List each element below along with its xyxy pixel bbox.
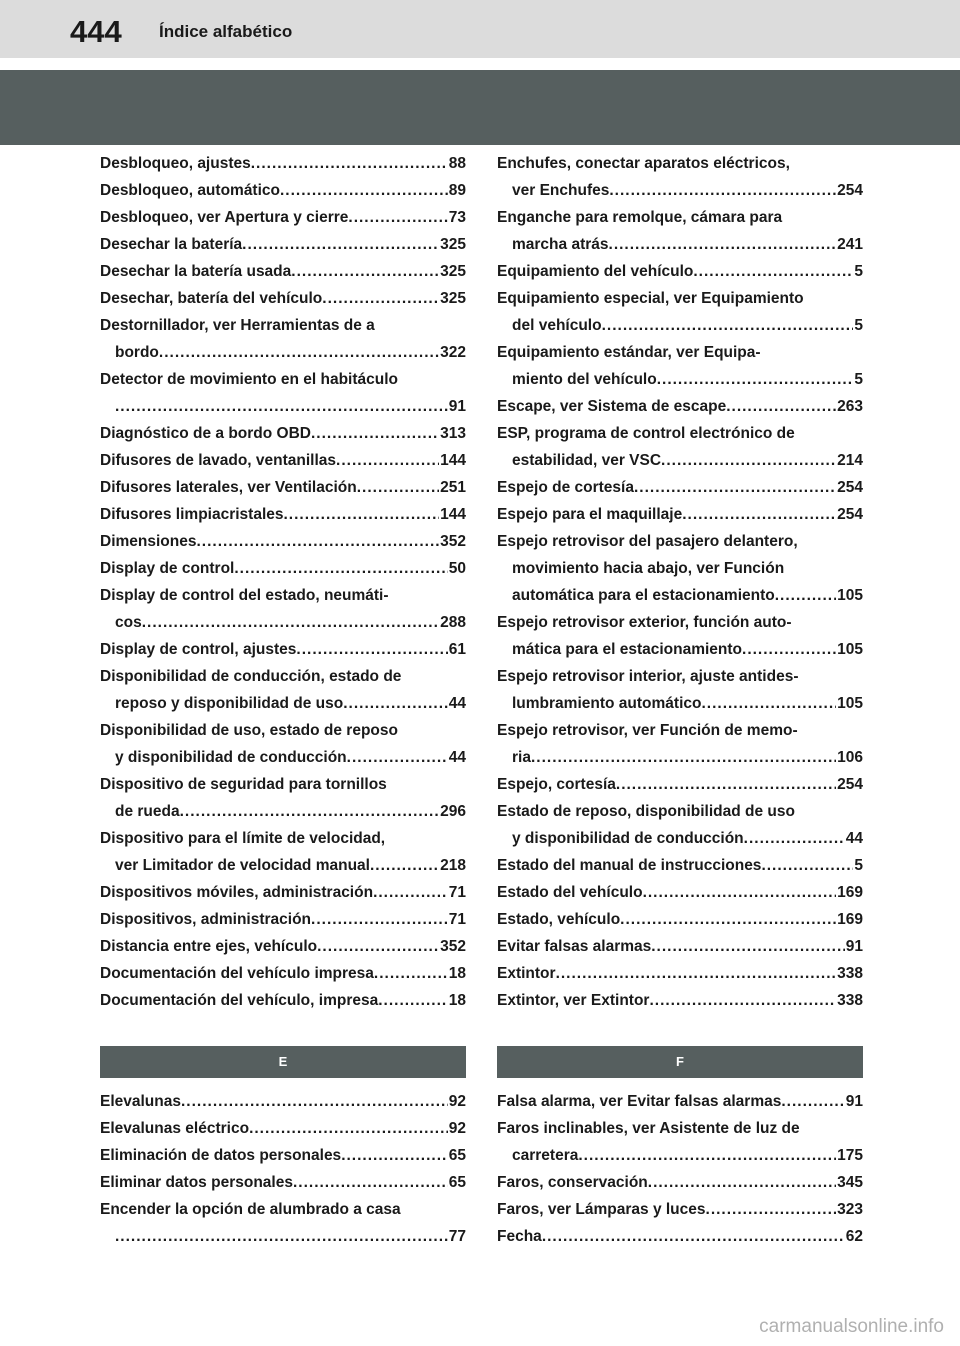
entry-text: Display de control, ajustes: [100, 641, 297, 658]
entry-page-number: 91: [448, 398, 466, 415]
section-title: Índice alfabético: [159, 22, 293, 41]
index-entry: [497, 501, 863, 528]
entry-text: Extintor: [497, 965, 556, 982]
leader-dots: [609, 231, 837, 258]
entry-text: marcha atrás: [512, 236, 609, 253]
index-column-right: [497, 150, 863, 1250]
index-entry: [497, 528, 863, 609]
leader-dots: [578, 1142, 836, 1169]
entry-text: Dispositivo de seguridad para tornillos: [100, 776, 387, 793]
index-entry: [497, 1196, 863, 1223]
leader-dots: [348, 204, 447, 231]
index-entry: [100, 636, 466, 663]
entry-page-number: 325: [440, 236, 466, 253]
leader-dots: [602, 312, 854, 339]
index-entry: [100, 987, 466, 1014]
entry-text: lumbramiento automático: [512, 695, 702, 712]
leader-dots: [242, 231, 439, 258]
entry-page-number: 5: [854, 317, 863, 334]
index-column-left: [100, 150, 466, 1250]
entry-text: ver Enchufes: [512, 182, 610, 199]
entry-text: Distancia entre ejes, vehículo: [100, 938, 318, 955]
index-entry: [497, 960, 863, 987]
entry-page-number: 71: [448, 911, 466, 928]
entry-page-number: 338: [837, 965, 863, 982]
entry-text: Display de control: [100, 560, 235, 577]
entry-list-e: [100, 1088, 466, 1250]
index-entry: [100, 285, 466, 312]
entry-text: Detector de movimiento en el habitáculo: [100, 371, 399, 388]
index-entry: [100, 1196, 466, 1250]
entry-page-number: 296: [440, 803, 466, 820]
index-entry: [497, 150, 863, 204]
leader-dots: [620, 906, 836, 933]
index-entry: [497, 798, 863, 852]
index-entry: [100, 717, 466, 771]
index-entry: [100, 258, 466, 285]
index-entry: [100, 528, 466, 555]
entry-page-number: 105: [837, 695, 863, 712]
index-entry: [100, 1088, 466, 1115]
entry-text: Elevalunas eléctrico: [100, 1120, 250, 1137]
leader-dots: [280, 177, 448, 204]
leader-dots: [322, 285, 439, 312]
entry-page-number: 254: [837, 182, 863, 199]
entry-page-number: 5: [854, 857, 863, 874]
entry-page-number: 254: [837, 506, 863, 523]
entry-page-number: 5: [854, 263, 863, 280]
entry-page-number: 5: [854, 371, 863, 388]
entry-list-e-cont: [497, 150, 863, 1014]
entry-text: carretera: [512, 1147, 579, 1164]
leader-dots: [701, 690, 836, 717]
index-entry: [100, 420, 466, 447]
leader-dots: [115, 393, 448, 420]
entry-page-number: 144: [440, 452, 466, 469]
entry-text: ria: [512, 749, 531, 766]
leader-dots: [744, 825, 845, 852]
leader-dots: [291, 258, 439, 285]
entry-page-number: 322: [440, 344, 466, 361]
index-entry: [100, 204, 466, 231]
entry-text: Equipamiento del vehículo: [497, 263, 694, 280]
entry-text: Documentación del vehículo, impresa: [100, 992, 379, 1009]
index-entry: [100, 555, 466, 582]
leader-dots: [726, 393, 836, 420]
index-entry: [100, 582, 466, 636]
entry-text: automática para el estacionamiento: [512, 587, 775, 604]
entry-text: Faros, ver Lámparas y luces: [497, 1201, 706, 1218]
leader-dots: [311, 906, 448, 933]
entry-text: ESP, programa de control electrónico de: [497, 425, 795, 442]
leader-dots: [373, 879, 448, 906]
page-header: [0, 0, 960, 58]
leader-dots: [343, 690, 448, 717]
leader-dots: [634, 474, 836, 501]
entry-page-number: 88: [448, 155, 466, 172]
index-entry: [100, 1142, 466, 1169]
entry-list-d: [100, 150, 466, 1014]
entry-page-number: 254: [837, 479, 863, 496]
entry-page-number: 218: [440, 857, 466, 874]
entry-text: Espejo, cortesía: [497, 776, 616, 793]
index-entry: [497, 420, 863, 474]
entry-text: Espejo retrovisor exterior, función auto-: [497, 614, 792, 631]
entry-text: Espejo de cortesía: [497, 479, 634, 496]
leader-dots: [293, 1169, 448, 1196]
entry-text: Estado del vehículo: [497, 884, 643, 901]
entry-text: reposo y disponibilidad de uso: [115, 695, 344, 712]
entry-text: Disponibilidad de uso, estado de reposo: [100, 722, 398, 739]
entry-text: Faros inclinables, ver Asistente de luz de: [497, 1120, 800, 1137]
entry-page-number: 169: [837, 884, 863, 901]
entry-text: ver Limitador de velocidad manual: [115, 857, 370, 874]
entry-text: y disponibilidad de conducción: [115, 749, 347, 766]
entry-page-number: 251: [440, 479, 466, 496]
entry-page-number: 345: [837, 1174, 863, 1191]
entry-page-number: 44: [448, 749, 466, 766]
entry-list-f: [497, 1088, 863, 1250]
entry-text: cos: [115, 614, 142, 631]
index-entry: [497, 852, 863, 879]
leader-dots: [251, 150, 448, 177]
entry-text: Destornillador, ver Herramientas de a: [100, 317, 375, 334]
entry-text: Dispositivos, administración: [100, 911, 312, 928]
entry-page-number: 65: [448, 1147, 466, 1164]
leader-dots: [336, 447, 439, 474]
index-entry: [497, 339, 863, 393]
leader-dots: [661, 447, 836, 474]
index-entry: [497, 1223, 863, 1250]
leader-dots: [317, 933, 439, 960]
entry-page-number: 44: [845, 830, 863, 847]
entry-page-number: 254: [837, 776, 863, 793]
entry-text: Dispositivos móviles, administración: [100, 884, 374, 901]
index-entry: [100, 1169, 466, 1196]
index-entry: [100, 501, 466, 528]
entry-page-number: 73: [448, 209, 466, 226]
entry-page-number: 325: [440, 263, 466, 280]
leader-dots: [542, 1223, 845, 1250]
entry-text: Dispositivo para el límite de velocidad,: [100, 830, 386, 847]
entry-text: bordo: [115, 344, 159, 361]
entry-page-number: 169: [837, 911, 863, 928]
entry-page-number: 323: [837, 1201, 863, 1218]
leader-dots: [180, 798, 440, 825]
entry-text: Estado del manual de instrucciones: [497, 857, 762, 874]
index-entry: [100, 933, 466, 960]
entry-page-number: 241: [837, 236, 863, 253]
leader-dots: [284, 501, 440, 528]
entry-text: Faros, conservación: [497, 1174, 648, 1191]
index-entry: [497, 1169, 863, 1196]
watermark: carmanualsonline.info: [759, 1316, 944, 1337]
leader-dots: [296, 636, 447, 663]
page-number: 444: [70, 14, 122, 49]
index-entry: [497, 1088, 863, 1115]
leader-dots: [657, 366, 854, 393]
index-entry: [100, 771, 466, 825]
index-entry: [497, 474, 863, 501]
leader-dots: [115, 1223, 448, 1250]
index-entry: [100, 312, 466, 366]
entry-text: Extintor, ver Extintor: [497, 992, 650, 1009]
index-entry: [497, 663, 863, 717]
entry-page-number: 175: [837, 1147, 863, 1164]
entry-text: movimiento hacia abajo, ver Función: [512, 560, 785, 577]
index-entry: [497, 879, 863, 906]
leader-dots: [649, 987, 836, 1014]
entry-text: Difusores limpiacristales: [100, 506, 284, 523]
index-entry: [497, 987, 863, 1014]
leader-dots: [775, 582, 836, 609]
entry-page-number: 92: [448, 1093, 466, 1110]
leader-dots: [142, 609, 439, 636]
entry-page-number: 325: [440, 290, 466, 307]
entry-page-number: 50: [448, 560, 466, 577]
entry-text: Espejo retrovisor del pasajero delantero,: [497, 533, 798, 550]
entry-page-number: 263: [837, 398, 863, 415]
leader-dots: [357, 474, 439, 501]
entry-text: Diagnóstico de a bordo OBD: [100, 425, 311, 442]
leader-dots: [531, 744, 836, 771]
entry-page-number: 105: [837, 587, 863, 604]
entry-text: Dimensiones: [100, 533, 197, 550]
entry-text: Estado de reposo, disponibilidad de uso: [497, 803, 795, 820]
leader-dots: [159, 339, 439, 366]
entry-text: miento del vehículo: [512, 371, 657, 388]
entry-page-number: 288: [440, 614, 466, 631]
leader-dots: [682, 501, 836, 528]
index-entry: [497, 906, 863, 933]
entry-page-number: 352: [440, 533, 466, 550]
entry-page-number: 77: [448, 1228, 466, 1245]
entry-page-number: 92: [448, 1120, 466, 1137]
index-entry: [100, 447, 466, 474]
entry-text: Desbloqueo, ajustes: [100, 155, 251, 172]
entry-text: Equipamiento estándar, ver Equipa-: [497, 344, 761, 361]
entry-page-number: 18: [448, 965, 466, 982]
entry-text: Documentación del vehículo impresa: [100, 965, 374, 982]
entry-page-number: 313: [440, 425, 466, 442]
leader-dots: [196, 528, 439, 555]
index-entry: [100, 825, 466, 879]
entry-page-number: 71: [448, 884, 466, 901]
leader-dots: [378, 987, 448, 1014]
entry-text: Desechar la batería usada: [100, 263, 292, 280]
leader-dots: [651, 933, 845, 960]
index-entry: [497, 717, 863, 771]
entry-text: Falsa alarma, ver Evitar falsas alarmas: [497, 1093, 782, 1110]
entry-page-number: 338: [837, 992, 863, 1009]
index-entry: [100, 663, 466, 717]
index-entry: [100, 906, 466, 933]
leader-dots: [347, 744, 448, 771]
index-entry: [100, 177, 466, 204]
index-entry: [100, 879, 466, 906]
entry-text: Disponibilidad de conducción, estado de: [100, 668, 402, 685]
entry-text: Estado, vehículo: [497, 911, 621, 928]
entry-text: Eliminación de datos personales: [100, 1147, 342, 1164]
entry-page-number: 91: [845, 1093, 863, 1110]
entry-text: Espejo para el maquillaje: [497, 506, 683, 523]
index-entry: [497, 609, 863, 663]
entry-page-number: 106: [837, 749, 863, 766]
leader-dots: [742, 636, 836, 663]
entry-page-number: 44: [448, 695, 466, 712]
entry-page-number: 91: [845, 938, 863, 955]
entry-text: Escape, ver Sistema de escape: [497, 398, 727, 415]
leader-dots: [370, 852, 439, 879]
leader-dots: [648, 1169, 836, 1196]
entry-text: Eliminar datos personales: [100, 1174, 293, 1191]
entry-text: Display de control del estado, neumáti-: [100, 587, 389, 604]
entry-page-number: 214: [837, 452, 863, 469]
entry-text: de rueda: [115, 803, 180, 820]
index-entry: [497, 1115, 863, 1169]
leader-dots: [609, 177, 836, 204]
entry-text: Desbloqueo, automático: [100, 182, 280, 199]
leader-dots: [781, 1088, 844, 1115]
index-entry: [100, 366, 466, 420]
entry-text: Enganche para remolque, cámara para: [497, 209, 783, 226]
entry-text: del vehículo: [512, 317, 602, 334]
index-entry: [497, 285, 863, 339]
entry-text: estabilidad, ver VSC: [512, 452, 662, 469]
entry-text: Difusores laterales, ver Ventilación: [100, 479, 357, 496]
leader-dots: [556, 960, 837, 987]
leader-dots: [181, 1088, 448, 1115]
index-entry: [497, 771, 863, 798]
entry-text: Enchufes, conectar aparatos eléctricos,: [497, 155, 790, 172]
index-entry: [497, 393, 863, 420]
entry-text: Elevalunas: [100, 1093, 181, 1110]
index-entry: [100, 960, 466, 987]
entry-page-number: 65: [448, 1174, 466, 1191]
leader-dots: [374, 960, 448, 987]
index-entry: [497, 933, 863, 960]
entry-text: Difusores de lavado, ventanillas: [100, 452, 337, 469]
index-entry: [497, 258, 863, 285]
leader-dots: [643, 879, 837, 906]
index-entry: [497, 204, 863, 258]
entry-text: Desechar, batería del vehículo: [100, 290, 323, 307]
entry-text: Espejo retrovisor interior, ajuste antides-: [497, 668, 799, 685]
leader-dots: [249, 1115, 448, 1142]
leader-dots: [616, 771, 836, 798]
index-entry: [100, 150, 466, 177]
entry-page-number: 105: [837, 641, 863, 658]
letter-heading-f: F: [497, 1046, 863, 1078]
entry-page-number: 62: [845, 1228, 863, 1245]
entry-page-number: 61: [448, 641, 466, 658]
letter-heading-e: E: [100, 1046, 466, 1078]
entry-text: Evitar falsas alarmas: [497, 938, 652, 955]
entry-page-number: 352: [440, 938, 466, 955]
entry-page-number: 144: [440, 506, 466, 523]
entry-text: Desechar la batería: [100, 236, 243, 253]
entry-text: Encender la opción de alumbrado a casa: [100, 1201, 401, 1218]
entry-page-number: 18: [448, 992, 466, 1009]
header-banner: [0, 70, 960, 145]
leader-dots: [693, 258, 853, 285]
entry-page-number: 89: [448, 182, 466, 199]
entry-text: mática para el estacionamiento: [512, 641, 743, 658]
entry-text: Desbloqueo, ver Apertura y cierre: [100, 209, 349, 226]
index-entry: [100, 474, 466, 501]
entry-text: Espejo retrovisor, ver Función de memo-: [497, 722, 798, 739]
entry-text: Fecha: [497, 1228, 542, 1245]
entry-text: y disponibilidad de conducción: [512, 830, 744, 847]
entry-text: Equipamiento especial, ver Equipamiento: [497, 290, 804, 307]
leader-dots: [761, 852, 853, 879]
leader-dots: [706, 1196, 837, 1223]
leader-dots: [311, 420, 439, 447]
leader-dots: [234, 555, 447, 582]
index-entry: [100, 231, 466, 258]
index-entry: [100, 1115, 466, 1142]
leader-dots: [341, 1142, 448, 1169]
